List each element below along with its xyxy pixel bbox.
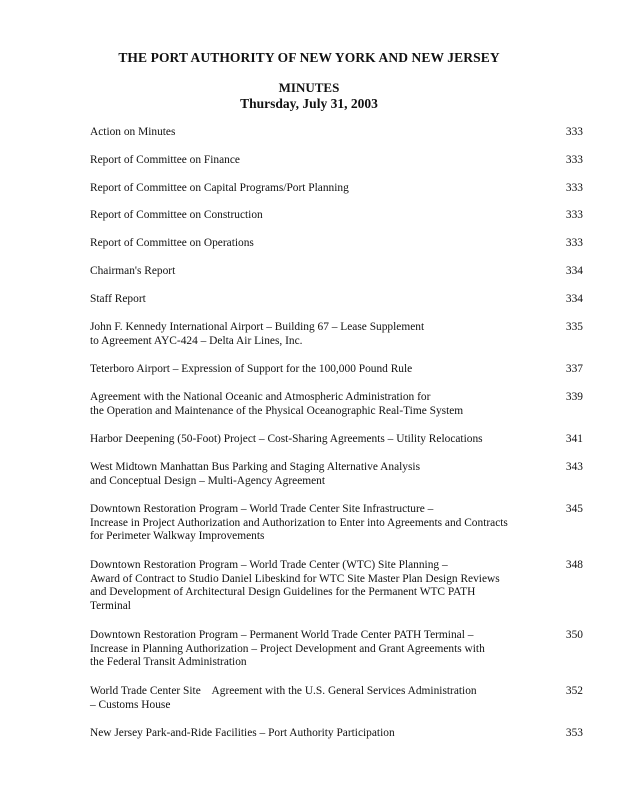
toc-entry-page: 333 bbox=[565, 126, 583, 138]
toc-entry bbox=[90, 126, 585, 140]
toc-entry-page: 333 bbox=[565, 237, 583, 249]
toc-entry-title-line: Action on Minutes bbox=[90, 126, 176, 138]
toc-entry bbox=[90, 265, 585, 279]
toc-entry-page: 353 bbox=[565, 727, 583, 739]
toc-entry-page: 348 bbox=[565, 559, 583, 571]
toc-entry-title-line: Chairman's Report bbox=[90, 265, 176, 277]
toc-entry-title-line: Harbor Deepening (50-Foot) Project – Cost-Sharing Agreements – Utility Relocations bbox=[90, 433, 483, 445]
toc-entry-page: 352 bbox=[565, 685, 583, 697]
toc-entry bbox=[90, 391, 585, 418]
toc-entry-title-line: Report of Committee on Finance bbox=[90, 154, 240, 166]
toc-entry bbox=[90, 237, 585, 251]
toc-entry-page: 333 bbox=[565, 154, 583, 166]
toc-entry-page: 334 bbox=[565, 293, 583, 305]
toc-entry-title-line: Increase in Project Authorization and Authorization to Enter into Agreements and Contracts bbox=[90, 516, 508, 529]
toc-entry bbox=[90, 503, 585, 544]
toc-entry-title-line: Increase in Planning Authorization – Project Development and Grant Agreements with bbox=[90, 642, 485, 655]
toc-entry-title-line: Report of Committee on Capital Programs/Port Planning bbox=[90, 182, 349, 194]
toc-entry bbox=[90, 293, 585, 307]
meeting-date: Thursday, July 31, 2003 bbox=[240, 96, 378, 111]
toc-entry-title-line: the Operation and Maintenance of the Physical Oceanographic Real-Time System bbox=[90, 404, 464, 417]
toc-entry bbox=[90, 629, 585, 670]
toc-entry-page: 333 bbox=[565, 209, 583, 221]
toc-entry bbox=[90, 433, 585, 447]
toc-entry-page: 343 bbox=[565, 461, 583, 473]
toc-entry bbox=[90, 727, 585, 741]
toc-entry-title-line: the Federal Transit Administration bbox=[90, 656, 247, 669]
toc-entry-title-line: Teterboro Airport – Expression of Support for the 100,000 Pound Rule bbox=[90, 363, 413, 375]
toc-entry-page: 337 bbox=[565, 363, 583, 375]
toc-entry-title-line: Terminal bbox=[90, 599, 131, 612]
toc-entry bbox=[90, 321, 585, 348]
toc-entry-title-line: to Agreement AYC-424 – Delta Air Lines, Inc. bbox=[90, 334, 303, 347]
toc-entry-page: 333 bbox=[565, 182, 583, 194]
toc-entry-title-line: Downtown Restoration Program – Permanent World Trade Center PATH Terminal – bbox=[90, 629, 474, 641]
toc-entry-page: 339 bbox=[565, 391, 583, 403]
toc-entry-title-line: Report of Committee on Construction bbox=[90, 209, 263, 221]
toc-entry-title-line: Agreement with the National Oceanic and Atmospheric Administration for bbox=[90, 391, 431, 403]
toc-entry bbox=[90, 209, 585, 223]
toc-entry-page: 345 bbox=[565, 503, 583, 515]
toc-entry-title-line: Staff Report bbox=[90, 293, 146, 305]
toc-entry bbox=[90, 461, 585, 488]
toc-entry-title-line: for Perimeter Walkway Improvements bbox=[90, 530, 265, 543]
toc-entry bbox=[90, 685, 585, 712]
toc-entry-title-line: West Midtown Manhattan Bus Parking and Staging Alternative Analysis bbox=[90, 461, 421, 473]
toc-entry-title-line: and Development of Architectural Design Guidelines for the Permanent WTC PATH bbox=[90, 586, 476, 599]
toc-entry bbox=[90, 154, 585, 168]
toc-entry-page: 350 bbox=[565, 629, 583, 641]
organization-title: THE PORT AUTHORITY OF NEW YORK AND NEW JERSEY bbox=[118, 50, 500, 65]
toc-entry-title-line: John F. Kennedy International Airport – Building 67 – Lease Supplement bbox=[90, 321, 425, 333]
toc-entry-title-line: World Trade Center Site Agreement with the U.S. General Services Administration bbox=[90, 685, 477, 697]
toc-entry-title-line: – Customs House bbox=[90, 698, 171, 711]
toc-entry-title-line: New Jersey Park-and-Ride Facilities – Port Authority Participation bbox=[90, 727, 395, 739]
toc-entry-title-line: Report of Committee on Operations bbox=[90, 237, 254, 249]
toc-entry-title-line: Award of Contract to Studio Daniel Libeskind for WTC Site Master Plan Design Reviews bbox=[90, 572, 500, 585]
toc-entry-page: 335 bbox=[565, 321, 583, 333]
toc-entry bbox=[90, 559, 585, 613]
toc-entry bbox=[90, 182, 585, 196]
toc-entry-page: 341 bbox=[565, 433, 583, 445]
document-type: MINUTES bbox=[278, 80, 340, 95]
toc-entry-title-line: and Conceptual Design – Multi-Agency Agreement bbox=[90, 474, 326, 487]
toc-entry-title-line: Downtown Restoration Program – World Trade Center (WTC) Site Planning – bbox=[90, 559, 448, 571]
toc-entry bbox=[90, 363, 585, 377]
toc-entry-page: 334 bbox=[565, 265, 583, 277]
toc-entry-title-line: Downtown Restoration Program – World Trade Center Site Infrastructure – bbox=[90, 503, 434, 515]
